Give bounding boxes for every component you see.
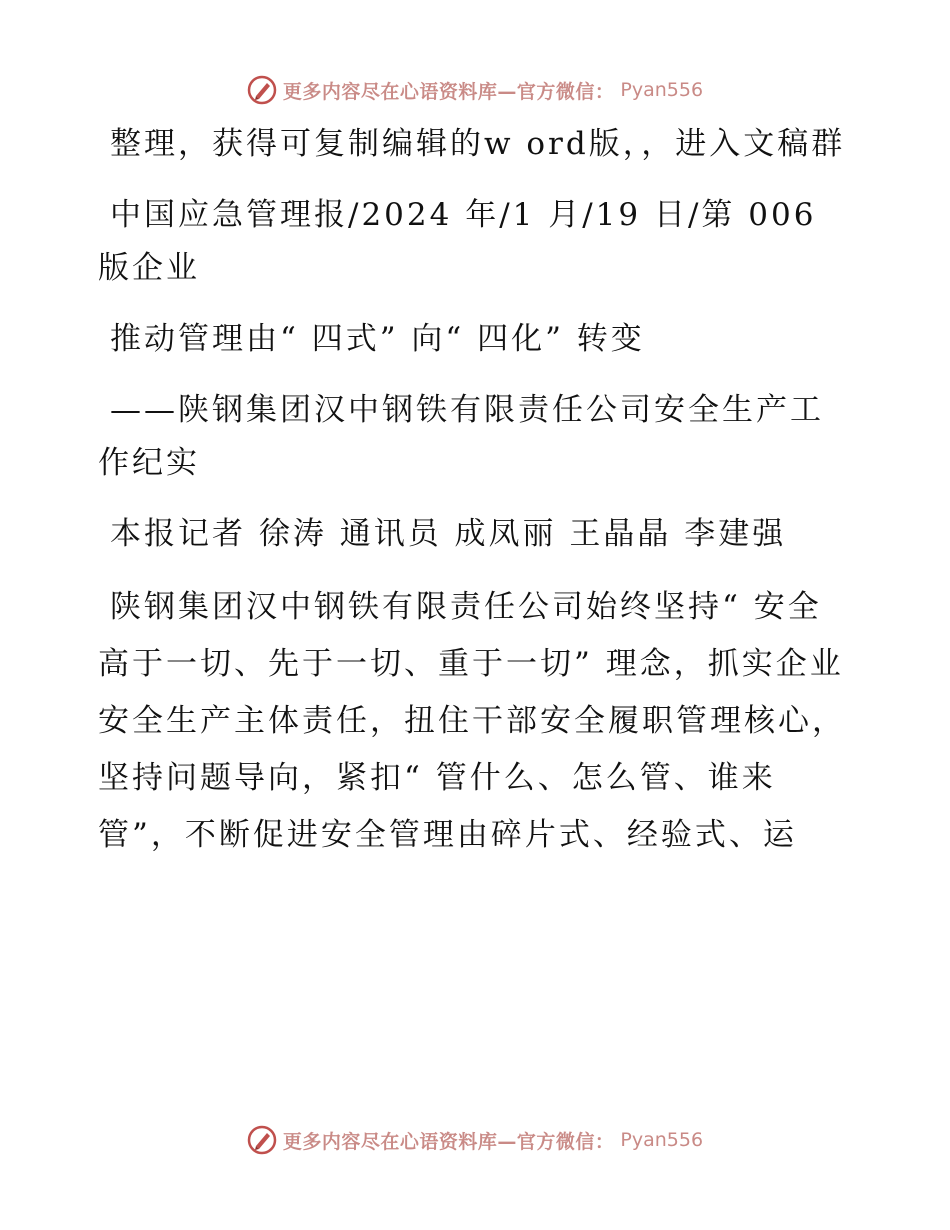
article-body-paragraph: 陕钢集团汉中钢铁有限责任公司始终坚持“ 安全高于一切、先于一切、重于一切” 理念，抓实企业安全生产主体责任，扭住干部安全履职管理核心，坚持问题导向，紧扣“ 管什么、怎么管、谁来管”，不断促进安全管理由碎片式、经验式、运 [98, 589, 846, 853]
watermark-text: 更多内容尽在心语资料库—官方微信： [282, 80, 615, 103]
document-content [98, 118, 853, 882]
watermark-header [0, 70, 950, 110]
article-subheadline: ——陕钢集团汉中钢铁有限责任公司安全生产工作纪实 [98, 392, 824, 481]
intro-paragraph: 整理，获得可复制编辑的w ord版，，进入文稿群 [110, 126, 846, 162]
watermark-footer [0, 1120, 950, 1160]
pen-emblem-icon [247, 75, 277, 105]
article-headline: 推动管理由“ 四式” 向“ 四化” 转变 [110, 321, 645, 357]
watermark-wechat-id: Pyan556 [620, 79, 704, 101]
source-line: 中国应急管理报/2024 年/1 月/19 日/第 006 版企业 [98, 197, 817, 286]
pen-emblem-icon [247, 1125, 277, 1155]
watermark-wechat-id: Pyan556 [620, 1129, 704, 1151]
watermark-text: 更多内容尽在心语资料库—官方微信： [282, 1130, 615, 1153]
article-byline: 本报记者 徐涛 通讯员 成凤丽 王晶晶 李建强 [110, 516, 787, 552]
